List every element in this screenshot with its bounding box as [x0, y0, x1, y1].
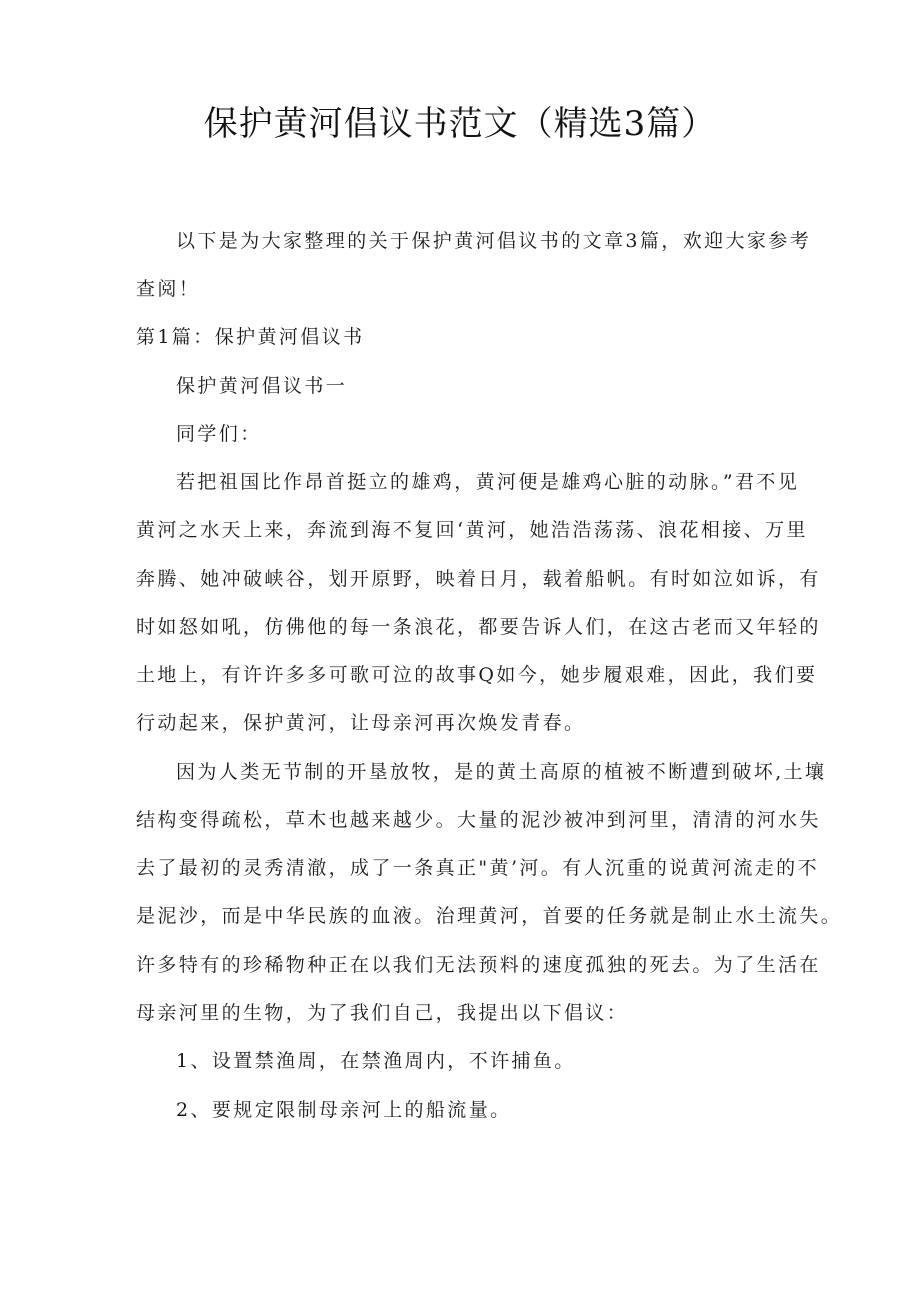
paragraph2-line: 去了最初的灵秀清澈，成了一条真正"黄’河。有人沉重的说黄河流走的不	[136, 857, 819, 879]
paragraph1-line: 若把祖国比作昂首挺立的雄鸡，黄河便是雄鸡心脏的动脉。”君不见	[176, 471, 800, 493]
document-title: 保护黄河倡议书范文（精选3篇）	[203, 104, 717, 144]
paragraph1-line: 行动起来，保护黄河，让母亲河再次焕发青春。	[136, 712, 586, 734]
subtitle: 保护黄河倡议书一	[176, 375, 348, 397]
paragraph1-line: 黄河之水天上来，奔流到海不复回‘黄河，她浩浩荡荡、浪花相接、万里	[136, 519, 808, 541]
paragraph1-line: 土地上，有许许多多可歌可泣的故事Q如今，她步履艰难，因此，我们要	[136, 664, 818, 686]
section-heading: 第1篇：保护黄河倡议书	[136, 326, 365, 348]
paragraph2-line: 因为人类无节制的开垦放牧，是的黄土高原的植被不断遭到破坏,土壤	[176, 761, 827, 783]
intro-line: 以下是为大家整理的关于保护黄河倡议书的文章3篇，欢迎大家参考	[176, 230, 812, 252]
paragraph2-line: 母亲河里的生物，为了我们自己，我提出以下倡议：	[136, 1002, 629, 1024]
proposal-item: 2、要规定限制母亲河上的船流量。	[176, 1099, 512, 1121]
paragraph2-line: 结构变得疏松，草木也越来越少。大量的泥沙被冲到河里，清清的河水失	[136, 809, 821, 831]
salutation: 同学们：	[176, 423, 262, 445]
paragraph2-line: 许多特有的珍稀物种正在以我们无法预料的速度孤独的死去。为了生活在	[136, 954, 821, 976]
paragraph1-line: 奔腾、她冲破峡谷，划开原野，映着日月，载着船帆。有时如泣如诉，有	[136, 568, 821, 590]
paragraph2-line: 是泥沙，而是中华民族的血液。治理黄河，首要的任务就是制止水土流失。	[136, 905, 843, 927]
paragraph1-line: 时如怒如吼，仿佛他的每一条浪花，都要告诉人们，在这古老而又年轻的	[136, 616, 821, 638]
proposal-item: 1、设置禁渔周，在禁渔周内，不许捕鱼。	[176, 1050, 576, 1072]
intro-line: 查阅！	[136, 278, 201, 300]
